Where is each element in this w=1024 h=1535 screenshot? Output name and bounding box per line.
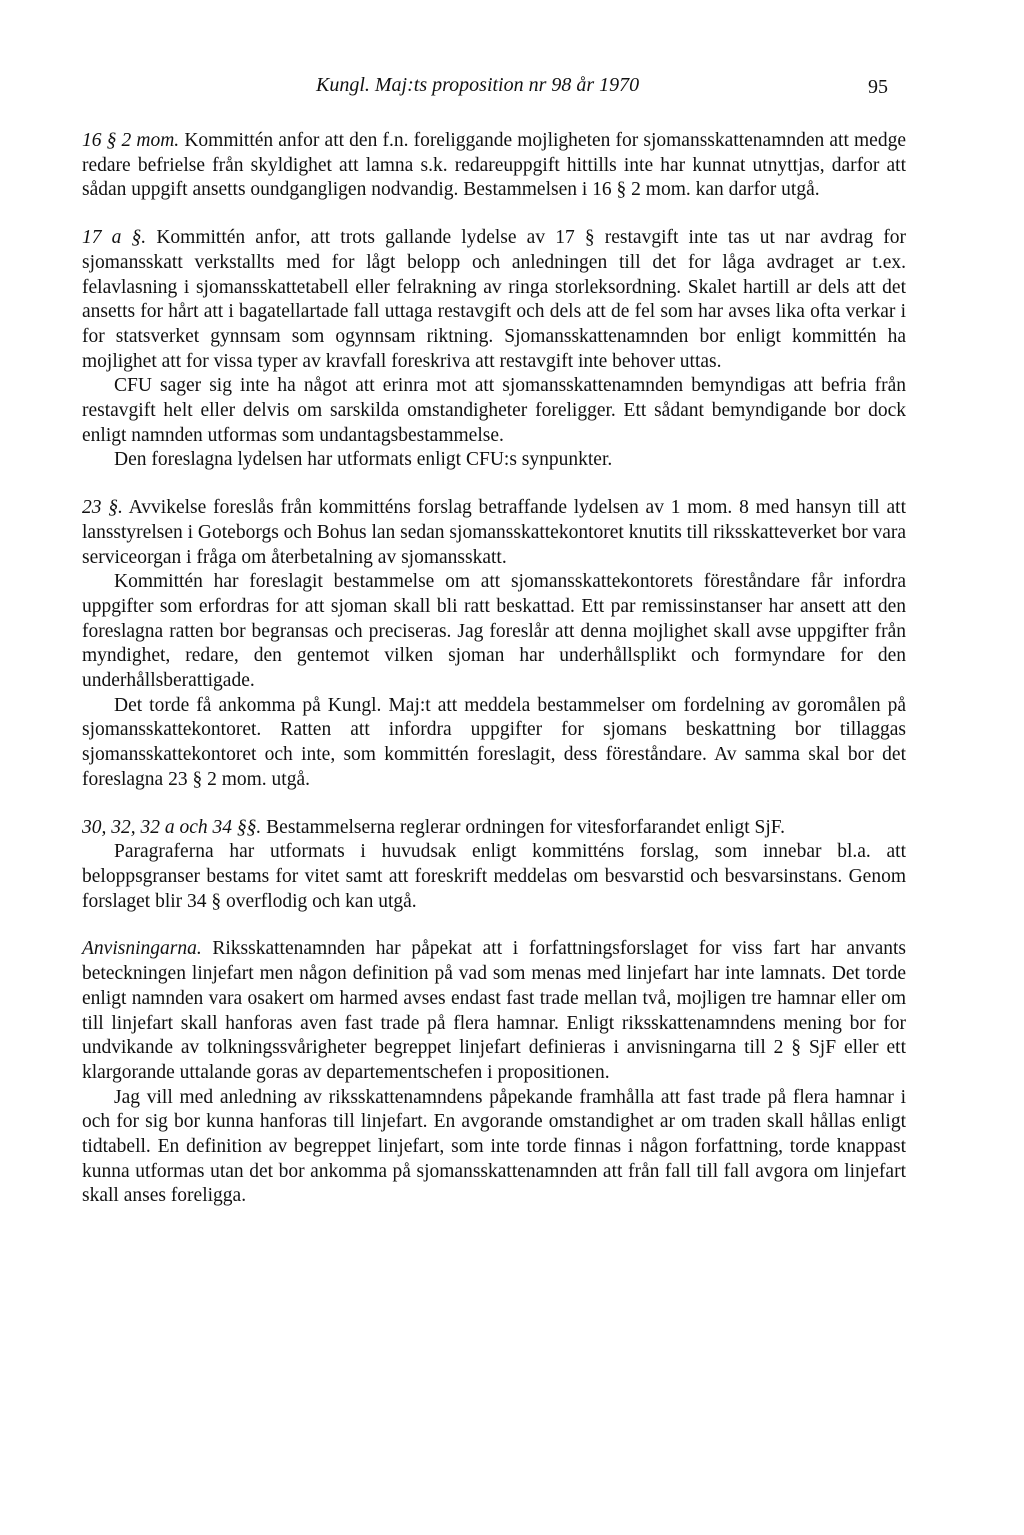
paragraph-text: Kommittén anfor att den f.n. foreliggande mojligheten for sjomansskattenamnden att medge redare befrielse från skyldighet att lamna s.k. redareuppgift hittills inte har kunnat utnyttjas, darfor att sådan uppgift ansetts oundgangligen nodvandig. Bestammelsen i 16 § 2 mom. kan darfor utgå. [82, 130, 906, 201]
paragraph-text: Det torde få ankomma på Kungl. Maj:t att meddela bestammelser om fordelning av goromålen på sjomansskattekontoret. Ratten att infordra uppgifter for sjomans beskattning bor tillaggas sjomansskattekontoret och inte, som kommittén foreslagit, dess föreståndare. Av samma skal bor det foreslagna 23 § 2 mom. utgå. [82, 694, 906, 790]
section-reference: Anvisningarna. [82, 938, 202, 960]
paragraph-text: Den foreslagna lydelsen har utformats enligt CFU:s synpunkter. [114, 449, 613, 471]
paragraph-text: Paragraferna har utformats i huvudsak enligt kommitténs forslag, som innebar bl.a. att beloppsgranser bestams for vitet samt att foreskrift meddelas om besvarstid och besvarsinstans. Genom forslaget blir 34 § overflodig och kan utgå. [82, 841, 906, 912]
document-title: Kungl. Maj:ts proposition nr 98 år 1970 [316, 74, 640, 96]
paragraph-text: Riksskattenamnden har påpekat att i forfattningsforslaget for viss fart har anvants beteckningen linjefart men någon definition på vad som menas med linjefart har inte lamnats. Det torde enligt namnden vara osakert om harmed avses endast fast trade mellan två, mojligen tre hamnar eller om till linjefart skall hanforas aven fast trade på flera hamnar. Enligt riksskattenamndens mening bor for undvikande av tolkningssvårigheter begreppet linjefart definieras i anvisningarna till 2 § SjF eller ett klargorande uttalande goras av departementschefen i propositionen. [82, 938, 906, 1083]
paragraph-ankomma [82, 694, 906, 793]
paragraph-kommitten-foreslagit [82, 570, 906, 694]
section-reference: 16 § 2 mom. [82, 130, 180, 151]
paragraph-text: CFU sager sig inte ha något att erinra mot att sjomansskattenamnden bemyndigas att befria från restavgift helt eller delvis om sarskilda omstandigheter foreligger. Ett sådant bemyndigande bor dock enligt namnden utformas som undantagsbestammelse. [82, 375, 906, 446]
paragraph-cfu-lydelse [82, 448, 906, 473]
paragraph-cfu [82, 374, 906, 448]
body-text [82, 129, 906, 1209]
paragraph-text: Jag vill med anledning av riksskattenamndens påpekande framhålla att fast trade på flera hamnar i och for sig bor kunna hanforas till linjefart. En avgorande omstandighet ar om traden skall hållas enligt tidtabell. En definition av begreppet linjefart, som inte torde finnas i någon forfattning, torde knappast kunna utformas utan det bor ankomma på sjomansskattenamnden att från fall till fall avgora om linjefart skall anses foreligga. [82, 1086, 906, 1207]
section-reference: 17 a §. [82, 227, 147, 249]
section-reference: 30, 32, 32 a och 34 §§. [82, 816, 262, 838]
paragraph-paragraferna [82, 840, 906, 914]
section-reference: 23 §. [82, 497, 123, 519]
paragraph-anvisningarna [82, 937, 906, 1085]
paragraph-30-34 [82, 816, 906, 841]
paragraph-text: Avvikelse foreslås från kommitténs forslag betraffande lydelsen av 1 mom. 8 med hansyn till att lansstyrelsen i Goteborgs och Bohus lan sedan sjomansskattekontoret knutits till riksskatteverket bor vara serviceorgan i fråga om återbetalning av sjomansskatt. [82, 497, 907, 568]
paragraph-linjefart [82, 1086, 906, 1210]
paragraph-17a [82, 226, 906, 374]
paragraph-text: Bestammelserna reglerar ordningen for vitesforfarandet enligt SjF. [261, 816, 785, 838]
page-number: 95 [868, 76, 888, 98]
paragraph-text: Kommittén har foreslagit bestammelse om att sjomansskattekontorets föreståndare får infordra uppgifter som erfordras for att sjoman skall bli ratt beskattad. Ett par remissinstanser har ansett att den foreslagna ratten bor begransas och preciseras. Jag foreslår att denna mojlighet skall avse uppgifter från myndighet, redare, den gentemot vilken sjoman har underhållsplikt och formyndare for den underhållsberattigade. [82, 571, 906, 692]
paragraph-16-2-mom [82, 129, 906, 203]
paragraph-23 [82, 496, 906, 570]
paragraph-text: Kommittén anfor, att trots gallande lydelse av 17 § restavgift inte tas ut nar avdrag for sjomansskatt verkstallts med for lågt belopp och anledningen till det for låga avdraget ar t.ex. felavlasning i sjomansskattetabell eller felrakning av ringa storleksordning. Skalet hartill ar dels att det ansetts for hårt att i bagatellartade fall uttaga restavgift och dels att de fel som har avses lika ofta verkar i for statsverket gynnsam som ogynnsam riktning. Sjomansskattenamnden bor enligt kommittén ha mojlighet att for vissa typer av kravfall foreskriva att restavgift inte behover uttas. [82, 227, 907, 372]
running-head [0, 74, 1024, 104]
